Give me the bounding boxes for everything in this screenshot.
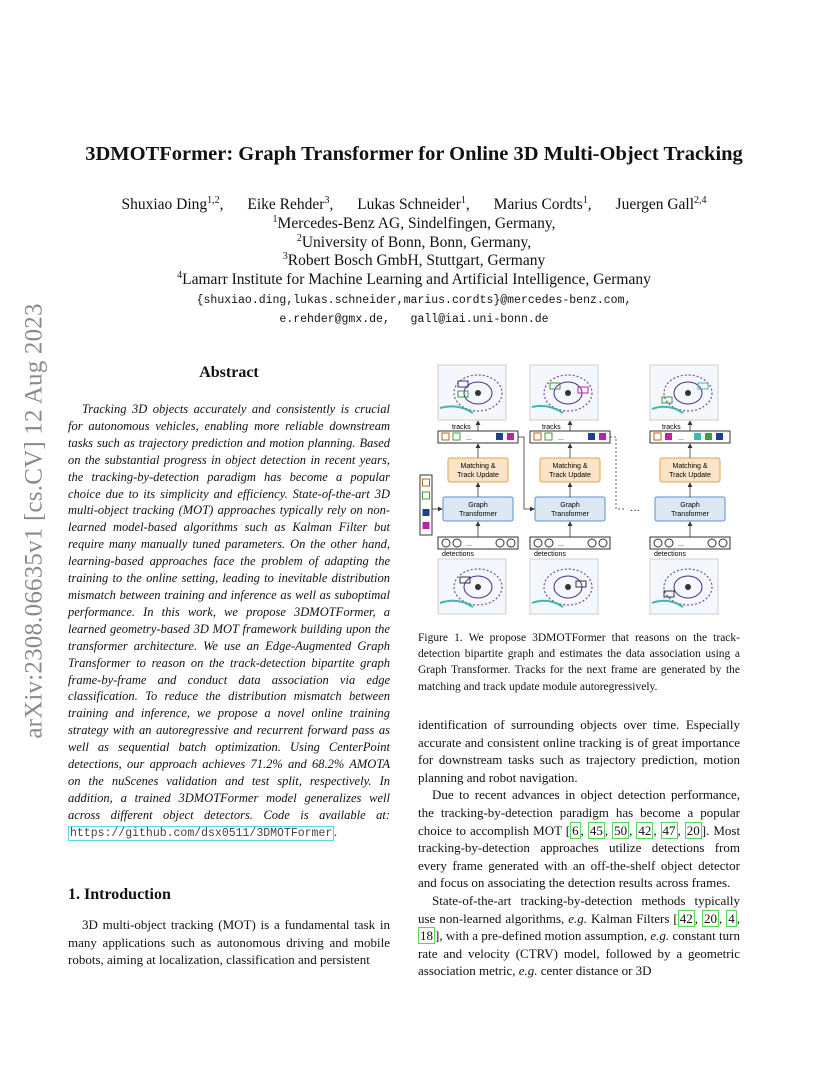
citation-link[interactable]: 20 (704, 910, 717, 926)
lidar-frame-image (530, 365, 598, 420)
citation-link[interactable]: 18 (420, 928, 433, 944)
affiliation: $^4$Lamarr Institute for Machine Learning and Artificial Intelligence, Germany (177, 269, 651, 288)
svg-text:...: ... (466, 435, 472, 442)
figure-caption: Figure 1. We propose 3DMOTFormer that reasons on the track-detection bipartite graph and estimates the data association using a Graph Transformer. Tracks for the next frame are generated by the matching and track update module autoregressively. (418, 632, 740, 693)
citation-link[interactable]: 42 (679, 910, 693, 926)
svg-text:...: ... (558, 541, 564, 548)
affiliation: $^1$Mercedes-Benz AG, Sindelfingen, Germany, (272, 213, 556, 232)
citation-link[interactable]: 4 (728, 910, 735, 926)
author: Lukas Schneider$^1$, (357, 194, 470, 213)
figure-1 (418, 363, 740, 619)
svg-text:Transformer: Transformer (551, 511, 589, 518)
citation-link[interactable]: 42 (638, 822, 652, 838)
track-squares (650, 431, 730, 443)
svg-text:Graph: Graph (468, 502, 488, 509)
abstract-heading: Abstract (199, 364, 259, 381)
citation-link[interactable]: 6 (572, 822, 579, 838)
right-column-text (418, 716, 740, 980)
svg-text:Transformer: Transformer (671, 511, 709, 518)
lidar-frame-image (650, 365, 718, 420)
author-emails: {shuxiao.ding,lukas.schneider,marius.cordts}@mercedes-benz.com, (196, 294, 632, 307)
affiliation: $^2$University of Bonn, Bonn, Germany, (296, 232, 532, 251)
paragraph: identification of surrounding objects over time. Especially accurate and consistent online tracking is of great importance for downstream tasks such as trajectory prediction, motion planning and robot navigation. (418, 717, 740, 785)
graph-transformer-box (535, 497, 605, 521)
matching-box (448, 458, 508, 482)
arxiv-id: arXiv:2308.06635v1 [cs.CV] 12 Aug 2023 (21, 302, 49, 739)
lidar-frame-image (438, 365, 506, 420)
svg-text:Matching &: Matching & (672, 463, 708, 470)
svg-text:Track Update: Track Update (457, 472, 499, 479)
detections-label: detections (442, 551, 474, 558)
svg-text:Transformer: Transformer (459, 511, 497, 518)
arxiv-stamp (20, 283, 50, 758)
detections-label: detections (654, 551, 686, 558)
author-list (0, 195, 828, 215)
affiliation: $^3$Robert Bosch GmbH, Stuttgart, Germany (282, 250, 546, 269)
svg-text:...: ... (558, 435, 564, 442)
tracks-label: tracks (542, 424, 561, 431)
author-emails: e.rehder@gmx.de, gall@iai.uni-bonn.de (279, 313, 549, 326)
citation-link[interactable]: 47 (662, 822, 676, 838)
author: Juergen Gall$^{2,4}$ (615, 194, 707, 213)
svg-text:...: ... (678, 435, 684, 442)
detection-circles (530, 537, 610, 549)
tracks-label: tracks (662, 424, 681, 431)
matching-box (540, 458, 600, 482)
lidar-frame-image (438, 559, 506, 614)
detections-label: detections (534, 551, 566, 558)
abstract-body: Tracking 3D objects accurately and consistently is crucial for autonomous vehicles, enabling more reliable downstream tasks such as trajectory prediction and motion planning. Based on the substantial progress in object detection in recent years, the tracking-by-detection paradigm has become a popular choice due to its simplicity and efficiency. State-of-the-art 3D multi-object tracking (MOT) approaches typically rely on non-learned model-based algorithms such as Kalman Filter but require many manually tuned parameters. On the other hand, learning-based approaches face the problem of adapting the training to the online setting, leading to inevitable distribution mismatch between training and inference as well as suboptimal performance. In this work, we propose 3DMOTFormer, a learned geometry-based 3D MOT framework building upon the transformer architecture. We use an Edge-Augmented Graph Transformer to reason on the track-detection bipartite graph frame-by-frame and conduct data association via edge classification. To reduce the distribution mismatch between training and inference, we propose a novel online training strategy with an autoregressive and recurrent forward pass as well as sequential batch optimization. Using CenterPoint detections, our approach achieves 71.2% and 68.2% AMOTA on the nuScenes validation and test split, respectively. In addition, a trained 3DMOTFormer model generalizes well across different object detectors. Code is available at: https://github.com/dsx0511/3DMOTFormer . (68, 402, 390, 840)
detection-circles (438, 537, 518, 549)
lidar-frame-image (530, 559, 598, 614)
svg-text:Graph: Graph (560, 502, 580, 509)
svg-text:...: ... (466, 541, 472, 548)
svg-text:Track Update: Track Update (549, 472, 591, 479)
section-heading: 1. Introduction (68, 886, 171, 903)
lidar-frame-image (650, 559, 718, 614)
track-squares (438, 431, 518, 443)
track-squares (530, 431, 610, 443)
paper-title: 3DMOTFormer: Graph Transformer for Online 3D Multi-Object Tracking (85, 143, 743, 165)
author: Marius Cordts$^1$, (493, 194, 592, 213)
citation-link[interactable]: 20 (686, 822, 700, 838)
citation-link[interactable]: 45 (589, 822, 603, 838)
svg-text:...: ... (678, 541, 684, 548)
svg-text:Track Update: Track Update (669, 472, 711, 479)
code-link[interactable]: https://github.com/dsx0511/3DMOTFormer (70, 826, 333, 840)
svg-text:Matching &: Matching & (460, 463, 496, 470)
author: Shuxiao Ding$^{1,2}$, (121, 194, 224, 213)
detection-circles (650, 537, 730, 549)
paragraph: Due to recent advances in object detection performance, the tracking-by-detection paradigm has become a popular choice to accomplish MOT [ 6 , 45 , 50 , 42 , 47 , 20 ]. Most tracking-by-detection approaches utilize detections from every frame generated with an off-the-shelf object detector and focus on associating the detection results across frames. (418, 787, 741, 891)
graph-transformer-box (443, 497, 513, 521)
graph-transformer-box (655, 497, 725, 521)
ellipsis: ··· (630, 505, 640, 516)
initial-tracks (420, 475, 432, 535)
paragraph: State-of-the-art tracking-by-detection methods typically use non-learned algorithms, e.g. Kalman Filters [ 42 , 20 , 4 , 18 ], with a pre-defined motion assumption, e.g. constant turn rate and velocity (CTRV) model, followed by a geometric association metric, e.g. center distance or 3D (418, 892, 741, 979)
author: Eike Rehder$^3$, (247, 194, 334, 213)
citation-link[interactable]: 50 (614, 822, 628, 838)
intro-paragraph: 3D multi-object tracking (MOT) is a fundamental task in many applications such as autonomous driving and mobile robots, aiming at localization, classification and persistent (68, 917, 390, 968)
tracks-label: tracks (452, 424, 471, 431)
matching-box (660, 458, 720, 482)
svg-text:Matching &: Matching & (552, 463, 588, 470)
svg-text:Graph: Graph (680, 502, 700, 509)
